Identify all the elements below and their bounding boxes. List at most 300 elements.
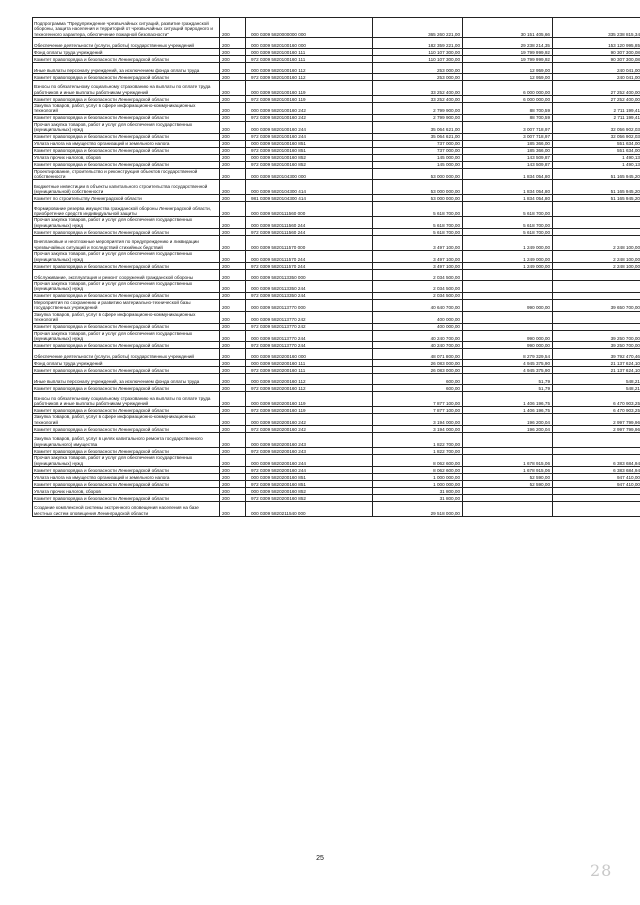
row-budget-code: 000 0309 5820111560 244 — [246, 217, 373, 229]
table-row — [33, 180, 640, 195]
row-remaining-amount — [553, 448, 640, 455]
row-remaining-amount — [553, 217, 640, 229]
row-executed-amount: 185 366,00 — [463, 147, 553, 154]
row-budget-code: 000 0309 5820200160 119 — [246, 392, 373, 407]
row-approved-amount: 3 497 100,00 — [373, 251, 463, 263]
table-row — [33, 270, 640, 281]
row-executed-amount: 4 945 375,90 — [463, 367, 553, 374]
row-description: Обслуживание, эксплуатация и ремонт сооружений гражданской обороны — [33, 270, 220, 281]
row-budget-code: 972 0309 5820200160 243 — [246, 448, 373, 455]
row-approved-amount: 1 000 000,00 — [373, 480, 463, 487]
row-remaining-amount: 2 711 199,41 — [553, 103, 640, 115]
row-budget-code: 972 0309 5820200160 851 — [246, 480, 373, 487]
row-executed-amount: 1 249 000,00 — [463, 263, 553, 270]
row-line-code: 200 — [220, 114, 246, 121]
page-number: 25 — [316, 855, 324, 862]
table-row — [33, 217, 640, 229]
row-description: Прочая закупка товаров, работ и услуг для обеспечения государственных (муниципальных) нужд — [33, 251, 220, 263]
row-budget-code: 000 0309 5820100160 000 — [246, 38, 373, 49]
row-approved-amount: 1 822 700,00 — [373, 433, 463, 448]
table-row — [33, 121, 640, 133]
row-approved-amount: 29 518 000,00 — [373, 501, 463, 516]
row-budget-code: 000 0309 5820100160 119 — [246, 81, 373, 96]
row-budget-code: 000 0309 5820100160 852 — [246, 154, 373, 161]
row-description: Взносы по обязательному социальному страхованию на выплаты по оплате труда работников и иные выплаты работникам учреждений — [33, 81, 220, 96]
row-description: Уплата налога на имущество организаций и земельного налога — [33, 140, 220, 147]
row-description: Закупка товаров, работ, услуг в целях капитального ремонта государственного (муниципального) имущества — [33, 433, 220, 448]
row-budget-code: 000 0309 5820111560 000 — [246, 202, 373, 217]
row-remaining-amount — [553, 270, 640, 281]
row-line-code: 200 — [220, 236, 246, 251]
row-remaining-amount: 551 634,00 — [553, 140, 640, 147]
row-budget-code: 000 0309 5820200160 112 — [246, 374, 373, 385]
row-executed-amount: 52 590,00 — [463, 480, 553, 487]
row-description: Бюджетные инвестиции в объекты капитального строительства государственной (муниципальной) собственности — [33, 180, 220, 195]
row-line-code: 200 — [220, 63, 246, 74]
row-approved-amount: 3 194 000,00 — [373, 426, 463, 433]
row-line-code: 200 — [220, 494, 246, 501]
row-budget-code: 000 0309 5820100160 242 — [246, 103, 373, 115]
row-approved-amount: 7 877 100,00 — [373, 407, 463, 414]
row-executed-amount — [463, 270, 553, 281]
row-line-code: 200 — [220, 96, 246, 103]
row-budget-code: 972 0309 5820200160 111 — [246, 367, 373, 374]
row-line-code: 200 — [220, 270, 246, 281]
row-description: Внеплановые и неотложные мероприятия по предупреждению и ликвидации чрезвычайных ситуаций и последствий стихийных бедствий — [33, 236, 220, 251]
row-budget-code: 972 0309 5820200160 242 — [246, 426, 373, 433]
row-budget-code: 000 0309 5820113350 000 — [246, 270, 373, 281]
row-executed-amount: 196 200,04 — [463, 426, 553, 433]
row-executed-amount — [463, 448, 553, 455]
table-row — [33, 195, 640, 202]
row-description: Комитет правопорядка и безопасности Ленинградской области — [33, 342, 220, 349]
row-executed-amount: 1 834 054,80 — [463, 195, 553, 202]
row-description: Закупка товаров, работ, услуг в сфере информационно-коммуникационных технологий — [33, 414, 220, 426]
row-description: Закупка товаров, работ, услуг в сфере информационно-коммуникационных технологий — [33, 311, 220, 323]
row-remaining-amount: 51 165 945,20 — [553, 168, 640, 180]
row-description: Комитет правопорядка и безопасности Ленинградской области — [33, 426, 220, 433]
row-approved-amount: 737 000,00 — [373, 147, 463, 154]
row-description: Комитет правопорядка и безопасности Ленинградской области — [33, 133, 220, 140]
row-approved-amount: 2 799 900,00 — [373, 103, 463, 115]
table-row — [33, 96, 640, 103]
table-body — [33, 18, 640, 517]
row-remaining-amount — [553, 202, 640, 217]
row-line-code: 200 — [220, 455, 246, 467]
row-approved-amount: 5 618 700,00 — [373, 229, 463, 236]
row-executed-amount — [463, 501, 553, 516]
row-approved-amount: 182 359 221,00 — [373, 38, 463, 49]
row-remaining-amount: 1 490,13 — [553, 154, 640, 161]
row-approved-amount: 110 107 300,00 — [373, 49, 463, 56]
row-executed-amount: 52 590,00 — [463, 473, 553, 480]
row-description: Комитет правопорядка и безопасности Ленинградской области — [33, 448, 220, 455]
table-row — [33, 81, 640, 96]
row-approved-amount: 53 000 000,00 — [373, 195, 463, 202]
row-line-code: 200 — [220, 433, 246, 448]
row-approved-amount: 253 000,00 — [373, 74, 463, 81]
table-row — [33, 229, 640, 236]
row-description: Фонд оплаты труда учреждений — [33, 49, 220, 56]
row-budget-code: 000 0309 5820113770 244 — [246, 330, 373, 342]
row-description: Комитет правопорядка и безопасности Ленинградской области — [33, 56, 220, 63]
row-remaining-amount: 2 997 799,96 — [553, 426, 640, 433]
table-row — [33, 168, 640, 180]
row-executed-amount: 5 618 700,00 — [463, 217, 553, 229]
row-remaining-amount: 2 997 799,96 — [553, 414, 640, 426]
row-approved-amount: 2 799 900,00 — [373, 114, 463, 121]
row-remaining-amount: 1 490,13 — [553, 161, 640, 168]
row-description: Формирование резерва имущества гражданской обороны Ленинградской области, приобретение средств индивидуальной защиты — [33, 202, 220, 217]
row-line-code: 200 — [220, 487, 246, 494]
row-budget-code: 972 0309 5820200160 244 — [246, 466, 373, 473]
row-remaining-amount: 240 041,00 — [553, 63, 640, 74]
row-budget-code: 000 0309 5820200160 851 — [246, 473, 373, 480]
row-budget-code: 000 0309 5820000000 000 — [246, 18, 373, 38]
row-executed-amount: 1 406 196,75 — [463, 392, 553, 407]
row-approved-amount: 53 000 000,00 — [373, 180, 463, 195]
row-line-code: 200 — [220, 133, 246, 140]
row-description: Комитет правопорядка и безопасности Ленинградской области — [33, 480, 220, 487]
row-executed-amount — [463, 494, 553, 501]
table-row — [33, 251, 640, 263]
row-line-code: 200 — [220, 392, 246, 407]
row-budget-code: 972 0309 5820200160 112 — [246, 385, 373, 392]
row-line-code: 200 — [220, 168, 246, 180]
row-executed-amount: 88 700,59 — [463, 103, 553, 115]
row-line-code: 200 — [220, 360, 246, 367]
row-budget-code: 000 0309 5820211540 000 — [246, 501, 373, 516]
row-remaining-amount: 2 248 100,00 — [553, 263, 640, 270]
table-row — [33, 49, 640, 56]
row-line-code: 200 — [220, 74, 246, 81]
table-row — [33, 480, 640, 487]
row-description: Комитет правопорядка и безопасности Ленинградской области — [33, 407, 220, 414]
row-line-code: 200 — [220, 330, 246, 342]
row-description: Подпрограмма "Предупреждение чрезвычайных ситуаций, развитие гражданской обороны, защита населения и территорий от чрезвычайных ситуаций природного и техногенного характера, обеспечение пожарной безопасности" — [33, 18, 220, 38]
table-row — [33, 281, 640, 293]
row-executed-amount: 1 249 000,00 — [463, 251, 553, 263]
row-remaining-amount — [553, 229, 640, 236]
row-budget-code: 972 0309 5820200160 119 — [246, 407, 373, 414]
row-executed-amount: 990 000,00 — [463, 330, 553, 342]
table-row — [33, 114, 640, 121]
row-remaining-amount: 6 383 684,94 — [553, 466, 640, 473]
row-description: Комитет правопорядка и безопасности Ленинградской области — [33, 161, 220, 168]
table-row — [33, 154, 640, 161]
row-budget-code: 972 0309 5820100160 244 — [246, 133, 373, 140]
row-description: Иные выплаты персоналу учреждений, за исключением фонда оплаты труда — [33, 63, 220, 74]
row-description: Взносы по обязательному социальному страхованию на выплаты по оплате труда работников и иные выплаты работникам учреждений — [33, 392, 220, 407]
row-approved-amount: 40 240 700,00 — [373, 330, 463, 342]
row-line-code: 200 — [220, 292, 246, 299]
row-approved-amount: 400 000,00 — [373, 323, 463, 330]
table-row — [33, 494, 640, 501]
row-remaining-amount: 551 634,00 — [553, 147, 640, 154]
row-remaining-amount: 548,21 — [553, 385, 640, 392]
row-description: Закупка товаров, работ, услуг в сфере информационно-коммуникационных технологий — [33, 103, 220, 115]
row-approved-amount: 145 000,00 — [373, 161, 463, 168]
row-executed-amount: 990 000,00 — [463, 299, 553, 311]
table-row — [33, 38, 640, 49]
row-executed-amount — [463, 311, 553, 323]
row-description: Уплата прочих налогов, сборов — [33, 154, 220, 161]
row-remaining-amount — [553, 311, 640, 323]
row-description: Комитет правопорядка и безопасности Ленинградской области — [33, 494, 220, 501]
table-row — [33, 392, 640, 407]
row-description: Прочая закупка товаров, работ и услуг для обеспечения государственных (муниципальных) нужд — [33, 217, 220, 229]
row-line-code: 200 — [220, 480, 246, 487]
row-approved-amount: 33 252 400,00 — [373, 96, 463, 103]
table-row — [33, 147, 640, 154]
row-executed-amount: 196 200,04 — [463, 414, 553, 426]
row-approved-amount: 3 194 000,00 — [373, 414, 463, 426]
row-approved-amount: 40 240 700,00 — [373, 342, 463, 349]
row-line-code: 200 — [220, 202, 246, 217]
row-line-code: 200 — [220, 473, 246, 480]
row-approved-amount: 8 062 600,00 — [373, 466, 463, 473]
row-description: Создание комплексной системы экстренного оповещения населения на базе местных систем оповещения Ленинградской области — [33, 501, 220, 516]
table-row — [33, 433, 640, 448]
row-executed-amount: 8 279 329,54 — [463, 349, 553, 360]
row-line-code: 200 — [220, 121, 246, 133]
row-budget-code: 972 0309 5820113770 244 — [246, 342, 373, 349]
row-description: Прочая закупка товаров, работ и услуг для обеспечения государственных (муниципальных) нужд — [33, 455, 220, 467]
row-budget-code: 000 0309 5820111570 000 — [246, 236, 373, 251]
table-row — [33, 292, 640, 299]
row-executed-amount: 185 366,00 — [463, 140, 553, 147]
budget-execution-table — [32, 17, 640, 517]
row-executed-amount: 143 509,87 — [463, 154, 553, 161]
table-row — [33, 63, 640, 74]
row-remaining-amount: 2 248 100,00 — [553, 251, 640, 263]
row-description: Обеспечение деятельности (услуги, работы) государственных учреждений — [33, 38, 220, 49]
row-line-code: 200 — [220, 229, 246, 236]
row-line-code: 200 — [220, 154, 246, 161]
row-budget-code: 000 0309 5820200160 242 — [246, 414, 373, 426]
row-approved-amount: 7 877 100,00 — [373, 392, 463, 407]
row-description: Комитет правопорядка и безопасности Ленинградской области — [33, 263, 220, 270]
table-row — [33, 56, 640, 63]
row-approved-amount: 365 260 221,00 — [373, 18, 463, 38]
row-description: Комитет правопорядка и безопасности Ленинградской области — [33, 323, 220, 330]
row-line-code: 200 — [220, 281, 246, 293]
table-row — [33, 487, 640, 494]
row-remaining-amount — [553, 487, 640, 494]
table-row — [33, 374, 640, 385]
row-budget-code: 000 0309 5820200160 852 — [246, 487, 373, 494]
row-description: Прочая закупка товаров, работ и услуг для обеспечения государственных (муниципальных) нужд — [33, 121, 220, 133]
table-row — [33, 161, 640, 168]
row-remaining-amount: 6 383 684,94 — [553, 455, 640, 467]
row-line-code: 200 — [220, 103, 246, 115]
row-executed-amount: 29 238 214,35 — [463, 38, 553, 49]
row-remaining-amount: 32 056 902,03 — [553, 121, 640, 133]
row-approved-amount: 26 083 000,00 — [373, 360, 463, 367]
row-remaining-amount: 548,21 — [553, 374, 640, 385]
row-approved-amount: 600,00 — [373, 385, 463, 392]
row-remaining-amount: 51 165 945,20 — [553, 180, 640, 195]
row-budget-code: 000 0309 5820104300 000 — [246, 168, 373, 180]
row-description: Прочая закупка товаров, работ и услуг для обеспечения государственных (муниципальных) нужд — [33, 330, 220, 342]
row-approved-amount: 31 800,00 — [373, 487, 463, 494]
row-remaining-amount: 39 792 470,46 — [553, 349, 640, 360]
row-budget-code: 000 0309 5820200160 000 — [246, 349, 373, 360]
row-remaining-amount — [553, 281, 640, 293]
row-executed-amount — [463, 281, 553, 293]
row-executed-amount: 1 834 054,80 — [463, 180, 553, 195]
row-line-code: 200 — [220, 38, 246, 49]
row-approved-amount: 1 000 000,00 — [373, 473, 463, 480]
table-row — [33, 18, 640, 38]
row-remaining-amount: 947 410,00 — [553, 480, 640, 487]
row-budget-code: 000 0309 5820200160 244 — [246, 455, 373, 467]
row-remaining-amount: 153 120 995,85 — [553, 38, 640, 49]
table-row — [33, 311, 640, 323]
row-description: Комитет правопорядка и безопасности Ленинградской области — [33, 385, 220, 392]
row-line-code: 200 — [220, 342, 246, 349]
row-line-code: 200 — [220, 263, 246, 270]
table-row — [33, 367, 640, 374]
row-budget-code: 972 0309 5820113350 244 — [246, 292, 373, 299]
row-budget-code: 981 0309 5820104300 414 — [246, 195, 373, 202]
row-executed-amount: 990 000,00 — [463, 342, 553, 349]
row-budget-code: 000 0309 5820200160 243 — [246, 433, 373, 448]
row-remaining-amount: 335 238 815,34 — [553, 18, 640, 38]
row-executed-amount: 88 700,59 — [463, 114, 553, 121]
row-budget-code: 972 0309 5820100160 112 — [246, 74, 373, 81]
row-approved-amount: 5 618 700,00 — [373, 202, 463, 217]
row-budget-code: 000 0309 5820111570 244 — [246, 251, 373, 263]
row-line-code: 200 — [220, 217, 246, 229]
table-row — [33, 133, 640, 140]
row-budget-code: 000 0309 5820100160 244 — [246, 121, 373, 133]
row-remaining-amount: 32 056 902,03 — [553, 133, 640, 140]
table-row — [33, 414, 640, 426]
row-approved-amount: 2 034 500,00 — [373, 281, 463, 293]
row-budget-code: 000 0309 5820113770 242 — [246, 311, 373, 323]
row-approved-amount: 31 800,00 — [373, 494, 463, 501]
row-remaining-amount: 21 137 624,10 — [553, 360, 640, 367]
row-remaining-amount — [553, 494, 640, 501]
row-executed-amount: 5 618 700,00 — [463, 229, 553, 236]
row-approved-amount: 2 034 500,00 — [373, 292, 463, 299]
table-row — [33, 74, 640, 81]
row-executed-amount: 6 000 000,00 — [463, 81, 553, 96]
row-line-code: 200 — [220, 56, 246, 63]
row-line-code: 200 — [220, 407, 246, 414]
row-line-code: 200 — [220, 501, 246, 516]
row-remaining-amount — [553, 292, 640, 299]
row-executed-amount — [463, 433, 553, 448]
row-line-code: 200 — [220, 374, 246, 385]
table-row — [33, 299, 640, 311]
table-row — [33, 330, 640, 342]
row-description: Комитет правопорядка и безопасности Ленинградской области — [33, 96, 220, 103]
handwritten-sheet-number: 28 — [590, 861, 613, 880]
row-executed-amount: 1 678 915,06 — [463, 466, 553, 473]
row-line-code: 200 — [220, 195, 246, 202]
row-budget-code: 000 0309 5820200160 111 — [246, 360, 373, 367]
row-line-code: 200 — [220, 299, 246, 311]
row-executed-amount: 4 945 375,90 — [463, 360, 553, 367]
row-remaining-amount — [553, 323, 640, 330]
row-line-code: 200 — [220, 448, 246, 455]
row-budget-code: 000 0309 5820100160 851 — [246, 140, 373, 147]
row-budget-code: 972 0309 5820100160 242 — [246, 114, 373, 121]
row-remaining-amount: 2 248 100,00 — [553, 236, 640, 251]
row-line-code: 200 — [220, 161, 246, 168]
row-line-code: 200 — [220, 349, 246, 360]
row-description: Комитет правопорядка и безопасности Ленинградской области — [33, 367, 220, 374]
row-budget-code: 000 0309 5820104300 414 — [246, 180, 373, 195]
table-row — [33, 455, 640, 467]
row-approved-amount: 400 000,00 — [373, 311, 463, 323]
row-budget-code: 972 0309 5820111570 244 — [246, 263, 373, 270]
table-row — [33, 202, 640, 217]
table-row — [33, 342, 640, 349]
row-description: Комитет правопорядка и безопасности Ленинградской области — [33, 114, 220, 121]
table-row — [33, 473, 640, 480]
table-row — [33, 323, 640, 330]
row-remaining-amount: 6 470 903,25 — [553, 407, 640, 414]
row-approved-amount: 2 034 500,00 — [373, 270, 463, 281]
row-budget-code: 000 0309 5820100160 111 — [246, 49, 373, 56]
row-approved-amount: 26 083 000,00 — [373, 367, 463, 374]
row-line-code: 200 — [220, 426, 246, 433]
row-approved-amount: 35 064 621,00 — [373, 121, 463, 133]
row-executed-amount: 19 799 999,92 — [463, 56, 553, 63]
row-executed-amount: 51,79 — [463, 385, 553, 392]
row-approved-amount: 48 071 800,00 — [373, 349, 463, 360]
row-line-code: 200 — [220, 49, 246, 56]
row-description: Комитет правопорядка и безопасности Ленинградской области — [33, 229, 220, 236]
row-approved-amount: 53 000 000,00 — [373, 168, 463, 180]
row-remaining-amount: 6 470 903,25 — [553, 392, 640, 407]
row-remaining-amount: 21 137 624,10 — [553, 367, 640, 374]
row-remaining-amount: 39 650 700,00 — [553, 299, 640, 311]
row-remaining-amount: 27 252 400,00 — [553, 81, 640, 96]
row-approved-amount: 253 000,00 — [373, 63, 463, 74]
row-line-code: 200 — [220, 367, 246, 374]
row-approved-amount: 35 064 621,00 — [373, 133, 463, 140]
row-executed-amount: 12 959,00 — [463, 74, 553, 81]
row-remaining-amount: 2 711 199,41 — [553, 114, 640, 121]
row-executed-amount: 1 678 915,06 — [463, 455, 553, 467]
table-row — [33, 140, 640, 147]
row-line-code: 200 — [220, 81, 246, 96]
table-row — [33, 349, 640, 360]
table-row — [33, 385, 640, 392]
row-line-code: 200 — [220, 323, 246, 330]
row-line-code: 200 — [220, 140, 246, 147]
row-approved-amount: 3 497 100,00 — [373, 263, 463, 270]
row-approved-amount: 737 000,00 — [373, 140, 463, 147]
table-row — [33, 103, 640, 115]
row-executed-amount: 3 007 718,97 — [463, 121, 553, 133]
table-row — [33, 236, 640, 251]
row-remaining-amount — [553, 501, 640, 516]
row-budget-code: 000 0309 5820100160 112 — [246, 63, 373, 74]
row-line-code: 200 — [220, 180, 246, 195]
row-budget-code: 972 0309 5820100160 852 — [246, 161, 373, 168]
row-executed-amount: 51,79 — [463, 374, 553, 385]
row-line-code: 200 — [220, 466, 246, 473]
row-description: Фонд оплаты труда учреждений — [33, 360, 220, 367]
row-executed-amount: 30 151 405,66 — [463, 18, 553, 38]
row-line-code: 200 — [220, 18, 246, 38]
row-remaining-amount: 39 250 700,00 — [553, 342, 640, 349]
